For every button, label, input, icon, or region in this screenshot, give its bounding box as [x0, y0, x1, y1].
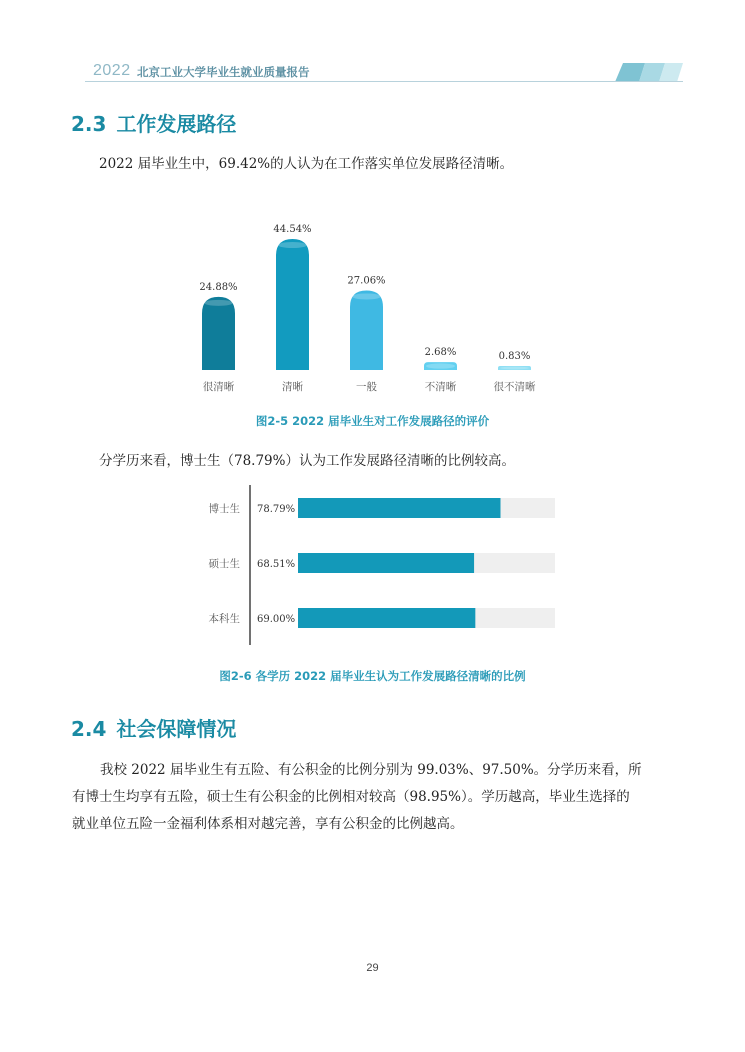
category-label: 一般	[356, 381, 377, 393]
section-title-2-3	[71, 108, 236, 137]
column-bar-highlight	[352, 293, 381, 299]
figure-2-6-caption: 图2-6 各学历 2022 届毕业生认为工作发展路径清晰的比例	[219, 669, 526, 683]
data-label: 44.54%	[273, 224, 312, 236]
horizontal-bar	[298, 498, 500, 518]
section-heading: 社会保障情况	[116, 717, 237, 741]
mid-paragraph: 分学历来看，博士生（78.79%）认为工作发展路径清晰的比例较高。	[99, 453, 515, 469]
data-label: 78.79%	[257, 504, 296, 515]
data-label: 2.68%	[424, 347, 457, 359]
header-year: 2022	[93, 62, 131, 79]
column-bar-highlight	[278, 242, 307, 248]
figure-2-5-caption: 图2-5 2022 届毕业生对工作发展路径的评价	[255, 414, 490, 428]
column-bar	[202, 297, 235, 370]
figure-2-6-bar-chart	[190, 485, 570, 650]
category-label: 很清晰	[202, 381, 235, 393]
intro-paragraph: 2022 届毕业生中，69.42%的人认为在工作落实单位发展路径清晰。	[99, 156, 514, 172]
header-divider	[85, 81, 683, 82]
section-heading: 工作发展路径	[116, 112, 237, 136]
category-label: 不清晰	[424, 381, 457, 393]
data-label: 68.51%	[257, 559, 296, 570]
category-label: 博士生	[208, 503, 240, 515]
section-title-2-4	[71, 713, 236, 742]
header-title: 北京工业大学毕业生就业质量报告	[137, 65, 310, 79]
category-label: 清晰	[282, 381, 303, 393]
category-label: 本科生	[208, 613, 240, 625]
data-label: 27.06%	[347, 275, 386, 287]
section-number: 2.4	[71, 717, 107, 741]
body-line-2: 有博士生均享有五险，硕士生有公积金的比例相对较高（98.95%）。学历越高，毕业生选择的	[72, 789, 630, 805]
data-label: 24.88%	[199, 281, 238, 293]
column-bar-highlight	[426, 363, 455, 368]
page-header	[85, 60, 685, 82]
figure-2-5-column-chart	[190, 195, 570, 405]
horizontal-bar	[298, 553, 474, 573]
category-label: 很不清晰	[493, 381, 536, 393]
data-label: 0.83%	[498, 351, 531, 362]
category-label: 硕士生	[208, 558, 240, 570]
column-bar	[350, 290, 383, 370]
body-line-1: 我校 2022 届毕业生有五险、有公积金的比例分别为 99.03%、97.50%。分学历来看，所	[100, 762, 642, 778]
column-bar-highlight	[500, 367, 529, 370]
horizontal-bar	[298, 608, 475, 628]
column-bar-highlight	[204, 300, 233, 306]
data-label: 69.00%	[257, 614, 296, 625]
header-decoration-icon	[615, 63, 685, 82]
section-number: 2.3	[71, 112, 107, 136]
body-line-3: 就业单位五险一金福利体系相对越完善，享有公积金的比例越高。	[72, 816, 464, 832]
page-number: 29	[366, 962, 379, 974]
column-bar	[276, 239, 309, 370]
